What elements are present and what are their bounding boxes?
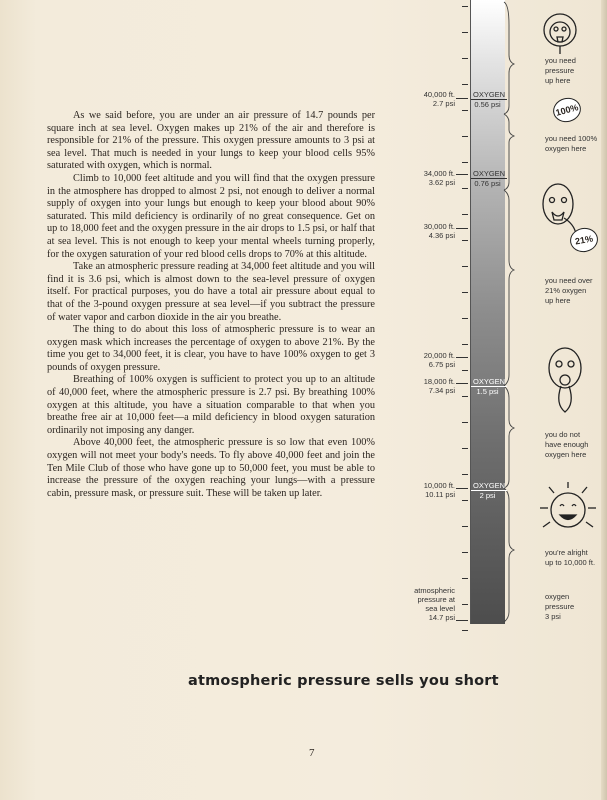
leader-line — [456, 98, 468, 99]
scale-tick — [462, 318, 468, 319]
scale-tick — [462, 292, 468, 293]
side-label: you need over 21% oxygen up here — [545, 276, 593, 305]
altitude-label-34000: 34,000 ft. 3.62 psi — [423, 169, 455, 187]
scale-tick — [462, 526, 468, 527]
altitude-label-30000: 30,000 ft. 4.36 psi — [423, 222, 455, 240]
page-headline: atmospheric pressure sells you short — [188, 673, 499, 689]
scale-tick — [462, 6, 468, 7]
altitude-label-10000: 10,000 ft. 10.11 psi — [423, 481, 455, 499]
bracket — [504, 190, 514, 386]
scale-tick — [462, 110, 468, 111]
side-label: you need 100% oxygen here — [545, 134, 598, 153]
leader-line — [456, 357, 468, 358]
bracket — [504, 386, 514, 488]
leader-line — [456, 488, 468, 489]
scale-tick — [462, 344, 468, 345]
oxygen-label: OXYGEN 1.5 psi — [473, 377, 506, 396]
paragraph: Breathing of 100% oxygen is sufficient to protect you up to an altitude of 40,000 feet, where the atmospheric pressure is 2.7 psi. By breathing 100% oxygen at this altitude, you have a situation comparable to that when you breathe free air at 10,000 feet—a mild deficiency in blood oxygen saturation ordinarily not imposing any danger. — [47, 374, 375, 436]
scale-tick — [462, 240, 468, 241]
page-edge — [601, 0, 607, 800]
paragraph: As we said before, you are under an air pressure of 14.7 pounds per square inch at sea level. Oxygen makes up 21% of the air and therefore is responsible for 21% of the pressure. This oxygen pressure amounts to 3 psi at sea level. That much is needed in your lungs to keep your blood cells 95% saturated with oxygen, which is normal. — [47, 110, 375, 172]
scale-tick — [462, 162, 468, 163]
leader-line — [456, 228, 468, 229]
leader-line — [456, 383, 468, 384]
altitude-label-40000: 40,000 ft. 2.7 psi — [423, 90, 455, 108]
scale-tick — [462, 266, 468, 267]
oxygen-label: OXYGEN 2 psi — [473, 481, 506, 500]
scale-tick — [462, 500, 468, 501]
altitude-label-20000: 20,000 ft. 6.75 psi — [423, 351, 455, 369]
bracket — [504, 488, 514, 622]
scale-tick — [462, 58, 468, 59]
altitude-label-18000: 18,000 ft. 7.34 psi — [423, 377, 455, 395]
body-text — [47, 110, 375, 500]
paragraph: Climb to 10,000 feet altitude and you will find that the oxygen pressure in the atmosphere has dropped to almost 2 psi, not enough to deliver a normal supply of oxygen into your lungs but enough to keep your blood about 90% saturated. This mild deficiency is ordinarily of no great consequence. Get on up to 18,000 feet and the oxygen pressure in the air drops to 1.5 psi, or half that at sea level. This is not enough to keep your mental wheels turning properly, for the oxygen saturation of your red blood cells drops to 70% at this altitude. — [47, 172, 375, 260]
scale-tick — [462, 474, 468, 475]
scale-tick — [462, 32, 468, 33]
side-label: oxygen pressure 3 psi — [545, 592, 575, 621]
paragraph: Take an atmospheric pressure reading at 34,000 feet altitude and you will find it is 3.6 psi, which is almost down to the sea-level pressure of oxygen itself. For practical purposes, you do have a total air pressure about equal to that of the 3-pound oxygen pressure at sea level—if you subtract the pressure of water vapor and carbon dioxide in the air you breathe. — [47, 261, 375, 323]
badge-100-percent: 100% — [550, 95, 583, 125]
scale-tick — [462, 396, 468, 397]
side-label: you do not have enough oxygen here — [545, 430, 589, 459]
badge-21-percent: 21% — [568, 226, 600, 254]
gasping-face-icon — [545, 340, 589, 416]
scale-tick — [462, 578, 468, 579]
scale-tick — [462, 604, 468, 605]
scale-tick — [462, 136, 468, 137]
leader-line — [456, 174, 468, 175]
side-label: you're alright up to 10,000 ft. — [545, 548, 596, 567]
scale-tick — [462, 448, 468, 449]
oxygen-label: OXYGEN 0.76 psi — [473, 169, 506, 188]
scale-tick — [462, 188, 468, 189]
side-label: you need pressure up here — [545, 56, 576, 85]
leader-line — [456, 620, 468, 621]
scale-tick — [462, 422, 468, 423]
paragraph: Above 40,000 feet, the atmospheric pressure is so low that even 100% oxygen will not meet your body's needs. To fly above 40,000 feet and join the Ten Mile Club of those who have gone up to 50,000 feet, you must be able to increase the pressure of the oxygen reaching your lungs—with a pressure cabin, pressure mask, or pressure suit. These will be taken up later. — [47, 437, 375, 499]
scale-tick — [462, 84, 468, 85]
pressure-suit-face-icon — [540, 8, 580, 56]
happy-face-icon — [536, 478, 600, 538]
scale-tick — [462, 214, 468, 215]
oxygen-label: OXYGEN 0.56 psi — [473, 90, 506, 109]
scale-tick — [462, 552, 468, 553]
altitude-label-sea-level: atmospheric pressure at sea level 14.7 psi — [414, 586, 455, 622]
page-number: 7 — [309, 747, 315, 759]
scale-tick — [462, 370, 468, 371]
scale-tick — [462, 630, 468, 631]
paragraph: The thing to do about this loss of atmospheric pressure is to wear an oxygen mask which increases the percentage of oxygen to above 21%. By the time you get to 34,000 feet, it is clear, you have to have 100% oxygen to get 3 pounds of oxygen pressure. — [47, 324, 375, 373]
